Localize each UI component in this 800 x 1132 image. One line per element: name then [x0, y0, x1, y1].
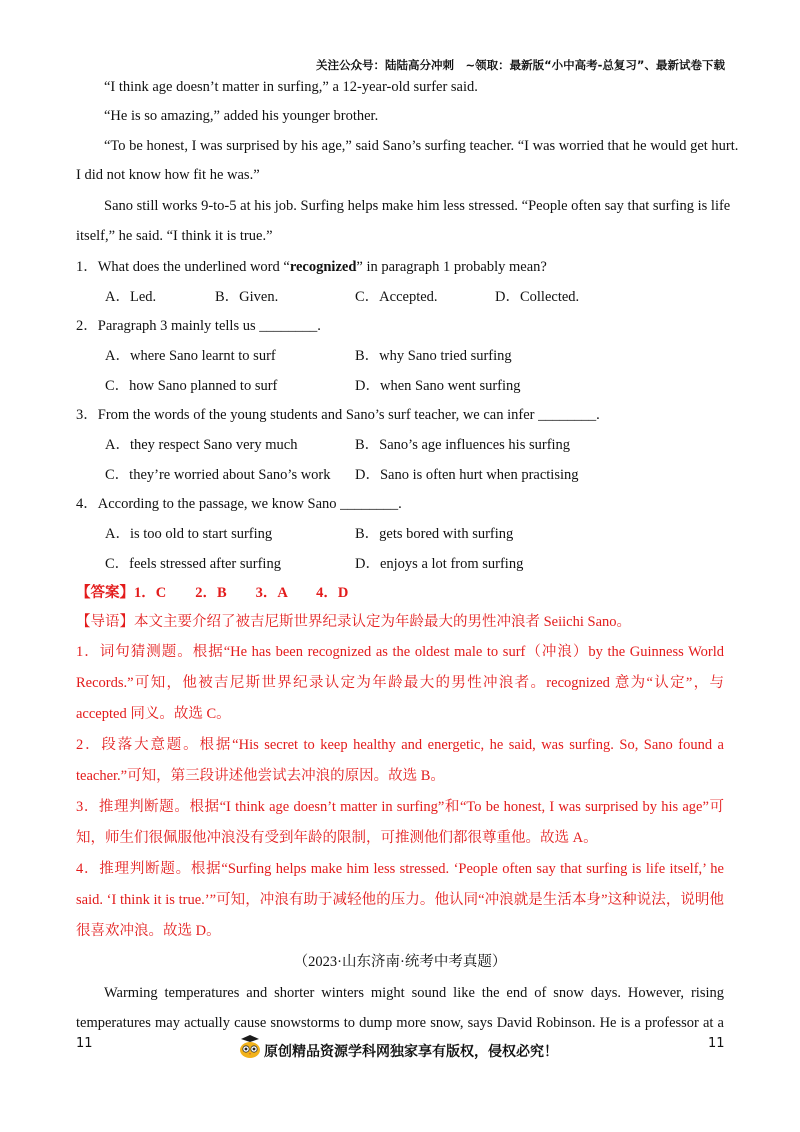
copyright-notice: 原创精品资源学科网独家享有版权，侵权必究！ [264, 1044, 558, 1060]
answer-key: 【答案】1．C 2．B 3．A 4．D [76, 585, 349, 601]
explanation-line: 知，师生们很佩服他冲浪没有受到年龄的限制，可推测他们都很尊重他。故选 A。 [76, 830, 598, 846]
option-b: B．Sano’s age influences his surfing [355, 437, 571, 453]
option-c: C．feels stressed after surfing [105, 556, 281, 572]
explanation-line: 2．段落大意题。根据“His secret to keep healthy and energetic, he said, was surfing. So, Sano found a [76, 737, 724, 753]
option-a: A．is too old to start surfing [105, 526, 273, 542]
question-4-stem: 4．According to the passage, we know Sano ________. [76, 496, 402, 512]
option-d: D．when Sano went surfing [355, 378, 521, 394]
passage-line: “He is so amazing,” added his younger brother. [104, 108, 379, 124]
option-b: B．gets bored with surfing [355, 526, 514, 542]
explanation-line: 很喜欢冲浪。故选 D。 [76, 923, 221, 939]
explanation-line: teacher.”可知，第三段讲述他尝试去冲浪的原因。故选 B。 [76, 768, 445, 784]
passage-line: “To be honest, I was surprised by his age,” said Sano’s surfing teacher. “I was worried that he would get hurt. [104, 138, 739, 154]
question-3-stem: 3．From the words of the young students and Sano’s surf teacher, we can infer ________. [76, 407, 600, 423]
option-c: C．they’re worried about Sano’s work [105, 467, 331, 483]
source-label: （2023·山东济南·统考中考真题） [293, 954, 507, 970]
option-d: D．Collected. [495, 289, 580, 305]
explanation-line: said. ‘I think it is true.’”可知，冲浪有助于减轻他的压力。他认同“冲浪就是生活本身”这种说法，说明他 [76, 892, 724, 908]
passage-line: Sano still works 9-to-5 at his job. Surfing helps make him less stressed. “People often say that surfing is life [104, 198, 731, 214]
option-c: C．Accepted. [355, 289, 438, 305]
explanation-line: 3．推理判断题。根据“I think age doesn’t matter in surfing”和“To be honest, I was surprised by his age”可 [76, 799, 724, 815]
passage-line: temperatures may actually cause snowstorms to dump more snow, says David Robinson. He is a professor at a [76, 1015, 724, 1031]
option-b: B．why Sano tried surfing [355, 348, 512, 364]
passage-line: “I think age doesn’t matter in surfing,” a 12-year-old surfer said. [104, 79, 478, 95]
option-d: D．Sano is often hurt when practising [355, 467, 579, 483]
page-number-left: 11 [76, 1036, 93, 1051]
explanation-line: 4．推理判断题。根据“Surfing helps make him less stressed. ‘People often say that surfing is life itself,’ he [76, 861, 724, 877]
page-number-right: 11 [708, 1036, 725, 1051]
guide-text: 【导语】本文主要介绍了被吉尼斯世界纪录认定为年龄最大的男性冲浪者 Seiichi Sano。 [76, 614, 632, 630]
option-d: D．enjoys a lot from surfing [355, 556, 524, 572]
passage-line: Warming temperatures and shorter winters might sound like the end of snow days. However, rising [104, 985, 724, 1001]
question-1-stem: 1．What does the underlined word “recognized” in paragraph 1 probably mean? [76, 259, 547, 275]
option-b: B．Given. [215, 289, 279, 305]
question-2-stem: 2．Paragraph 3 mainly tells us ________. [76, 318, 321, 334]
option-a: A．Led. [105, 289, 157, 305]
option-a: A．they respect Sano very much [105, 437, 298, 453]
passage-line: I did not know how fit he was.” [76, 167, 260, 183]
passage-line: itself,” he said. “I think it is true.” [76, 228, 273, 244]
page-header: 关注公众号：陆陆高分冲刺 ~领取：最新版“小中高考-总复习”、最新试卷下载 [315, 58, 725, 72]
option-a: A．where Sano learnt to surf [105, 348, 276, 364]
option-c: C．how Sano planned to surf [105, 378, 278, 394]
bold-word: recognized [289, 259, 357, 275]
explanation-line: Records.”可知，他被吉尼斯世界纪录认定为年龄最大的男性冲浪者。recognized 意为“认定”，与 [76, 675, 724, 691]
explanation-line: accepted 同义。故选 C。 [76, 706, 231, 722]
owl-mascot-icon [238, 1033, 262, 1059]
explanation-line: 1．词句猜测题。根据“He has been recognized as the oldest male to surf（冲浪）by the Guinness World [76, 644, 724, 660]
